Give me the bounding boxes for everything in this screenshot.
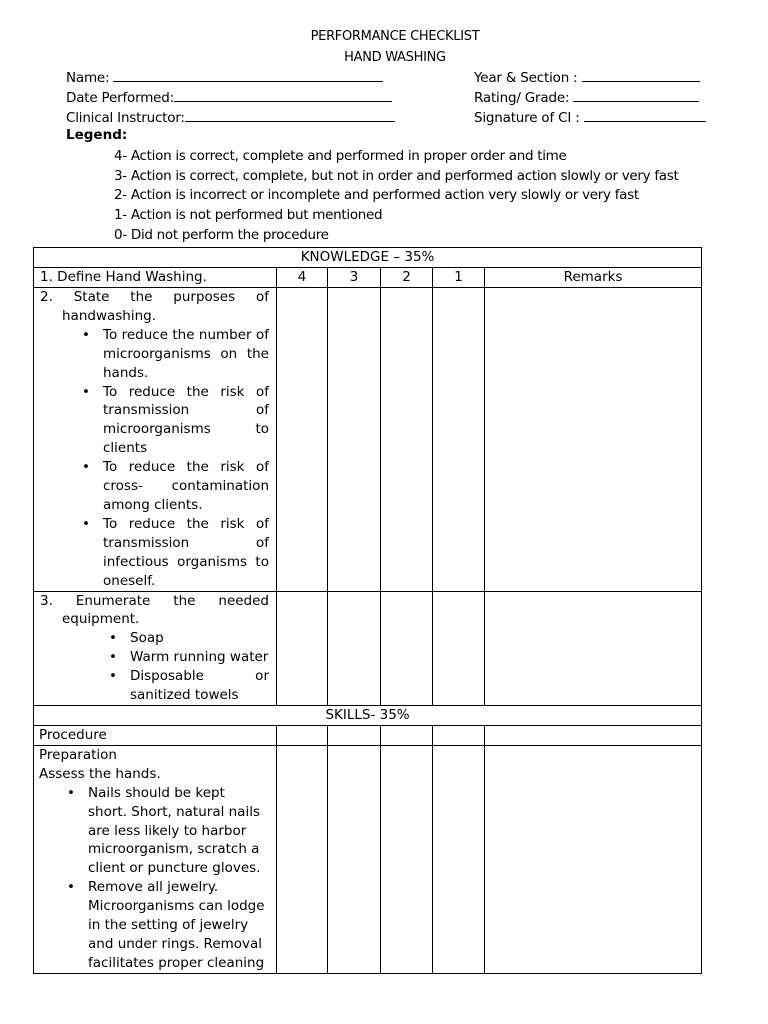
- name-label: Name:: [66, 70, 110, 86]
- table-row: [34, 591, 702, 705]
- list-item: • To reduce the risk of transmission of microorganisms to clients: [103, 383, 269, 459]
- document-title: PERFORMANCE CHECKLIST: [310, 29, 480, 44]
- table-row: [34, 745, 702, 973]
- rating-grade-field: [474, 89, 699, 106]
- score-cell[interactable]: [328, 288, 381, 592]
- signature-ci-blank[interactable]: [584, 109, 706, 122]
- score-cell[interactable]: [277, 725, 328, 745]
- score-cell[interactable]: [381, 725, 433, 745]
- procedure-label: Procedure: [34, 725, 277, 745]
- name-field: [66, 69, 383, 86]
- legend-title: Legend:: [66, 127, 128, 143]
- knowledge-section-header: KNOWLEDGE – 35%: [34, 248, 702, 268]
- clinical-instructor-blank[interactable]: [185, 109, 395, 122]
- remarks-cell[interactable]: [485, 288, 702, 592]
- signature-ci-label: Signature of CI :: [474, 110, 580, 126]
- name-blank[interactable]: [113, 69, 383, 82]
- year-section-label: Year & Section :: [474, 70, 578, 86]
- score-col-2: 2: [381, 268, 433, 288]
- clinical-instructor-field: [66, 109, 395, 126]
- score-cell[interactable]: [433, 591, 485, 705]
- list-item: • To reduce the risk of cross- contamination among clients.: [103, 458, 269, 515]
- year-section-blank[interactable]: [582, 69, 700, 82]
- signature-ci-field: [474, 109, 706, 126]
- score-cell[interactable]: [433, 288, 485, 592]
- rating-grade-blank[interactable]: [573, 89, 699, 102]
- q3-equipment: [34, 591, 277, 705]
- assess-hands-label: Assess the hands.: [39, 765, 161, 782]
- rating-grade-label: Rating/ Grade:: [474, 90, 570, 106]
- clinical-instructor-label: Clinical Instructor:: [66, 110, 185, 126]
- document-subtitle: HAND WASHING: [344, 50, 446, 65]
- list-item: • Nails should be kept short. Short, natural nails are less likely to harbor microorganism, scratch a client or puncture gloves.: [88, 784, 266, 879]
- score-cell[interactable]: [381, 591, 433, 705]
- preparation-bullet-list: [39, 784, 276, 973]
- q2-purposes: [34, 288, 277, 592]
- q2-bullet-list: [34, 326, 276, 591]
- preparation-step: [34, 745, 277, 973]
- checklist-table: [33, 247, 702, 974]
- list-item: • Warm running water: [130, 648, 269, 667]
- list-item: • To reduce the risk of transmission of infectious organisms to oneself.: [103, 515, 269, 591]
- q3-bullet-list: [34, 629, 276, 705]
- score-cell[interactable]: [433, 725, 485, 745]
- score-cell[interactable]: [328, 591, 381, 705]
- q2-label: 2. State the purposes of handwashing.: [40, 289, 269, 324]
- date-performed-label: Date Performed:: [66, 90, 174, 106]
- score-col-3: 3: [328, 268, 381, 288]
- legend-item: 1- Action is not performed but mentioned: [114, 207, 383, 223]
- remarks-cell[interactable]: [485, 591, 702, 705]
- remarks-cell[interactable]: [485, 725, 702, 745]
- score-cell[interactable]: [328, 745, 381, 973]
- preparation-label: Preparation: [39, 746, 117, 763]
- score-col-1: 1: [433, 268, 485, 288]
- table-row: [34, 725, 702, 745]
- list-item: • Soap: [130, 629, 269, 648]
- legend-item: 4- Action is correct, complete and performed in proper order and time: [114, 148, 567, 164]
- list-item: • To reduce the number of microorganisms on the hands.: [103, 326, 269, 383]
- score-cell[interactable]: [277, 745, 328, 973]
- score-cell[interactable]: [381, 745, 433, 973]
- list-item: • Disposable or sanitized towels: [130, 667, 269, 705]
- list-item: • Remove all jewelry. Microorganisms can lodge in the setting of jewelry and under rings. Removal facilitates proper cleaning: [88, 878, 266, 973]
- q3-label: 3. Enumerate the needed equipment.: [40, 592, 269, 628]
- legend-item: 2- Action is incorrect or incomplete and performed action very slowly or very fast: [114, 187, 639, 203]
- score-cell[interactable]: [328, 725, 381, 745]
- table-row: [34, 288, 702, 592]
- score-cell[interactable]: [381, 288, 433, 592]
- score-cell[interactable]: [277, 288, 328, 592]
- legend-item: 3- Action is correct, complete, but not in order and performed action slowly or very fast: [114, 168, 679, 184]
- legend-item: 0- Did not perform the procedure: [114, 227, 329, 243]
- date-performed-blank[interactable]: [174, 89, 392, 102]
- score-col-4: 4: [277, 268, 328, 288]
- table-row: [34, 268, 702, 288]
- remarks-cell[interactable]: [485, 745, 702, 973]
- remarks-header: Remarks: [485, 268, 702, 288]
- score-cell[interactable]: [277, 591, 328, 705]
- year-section-field: [474, 69, 700, 86]
- skills-section-header: SKILLS- 35%: [34, 705, 702, 725]
- score-cell[interactable]: [433, 745, 485, 973]
- date-performed-field: [66, 89, 392, 106]
- q1-define: 1. Define Hand Washing.: [34, 268, 277, 288]
